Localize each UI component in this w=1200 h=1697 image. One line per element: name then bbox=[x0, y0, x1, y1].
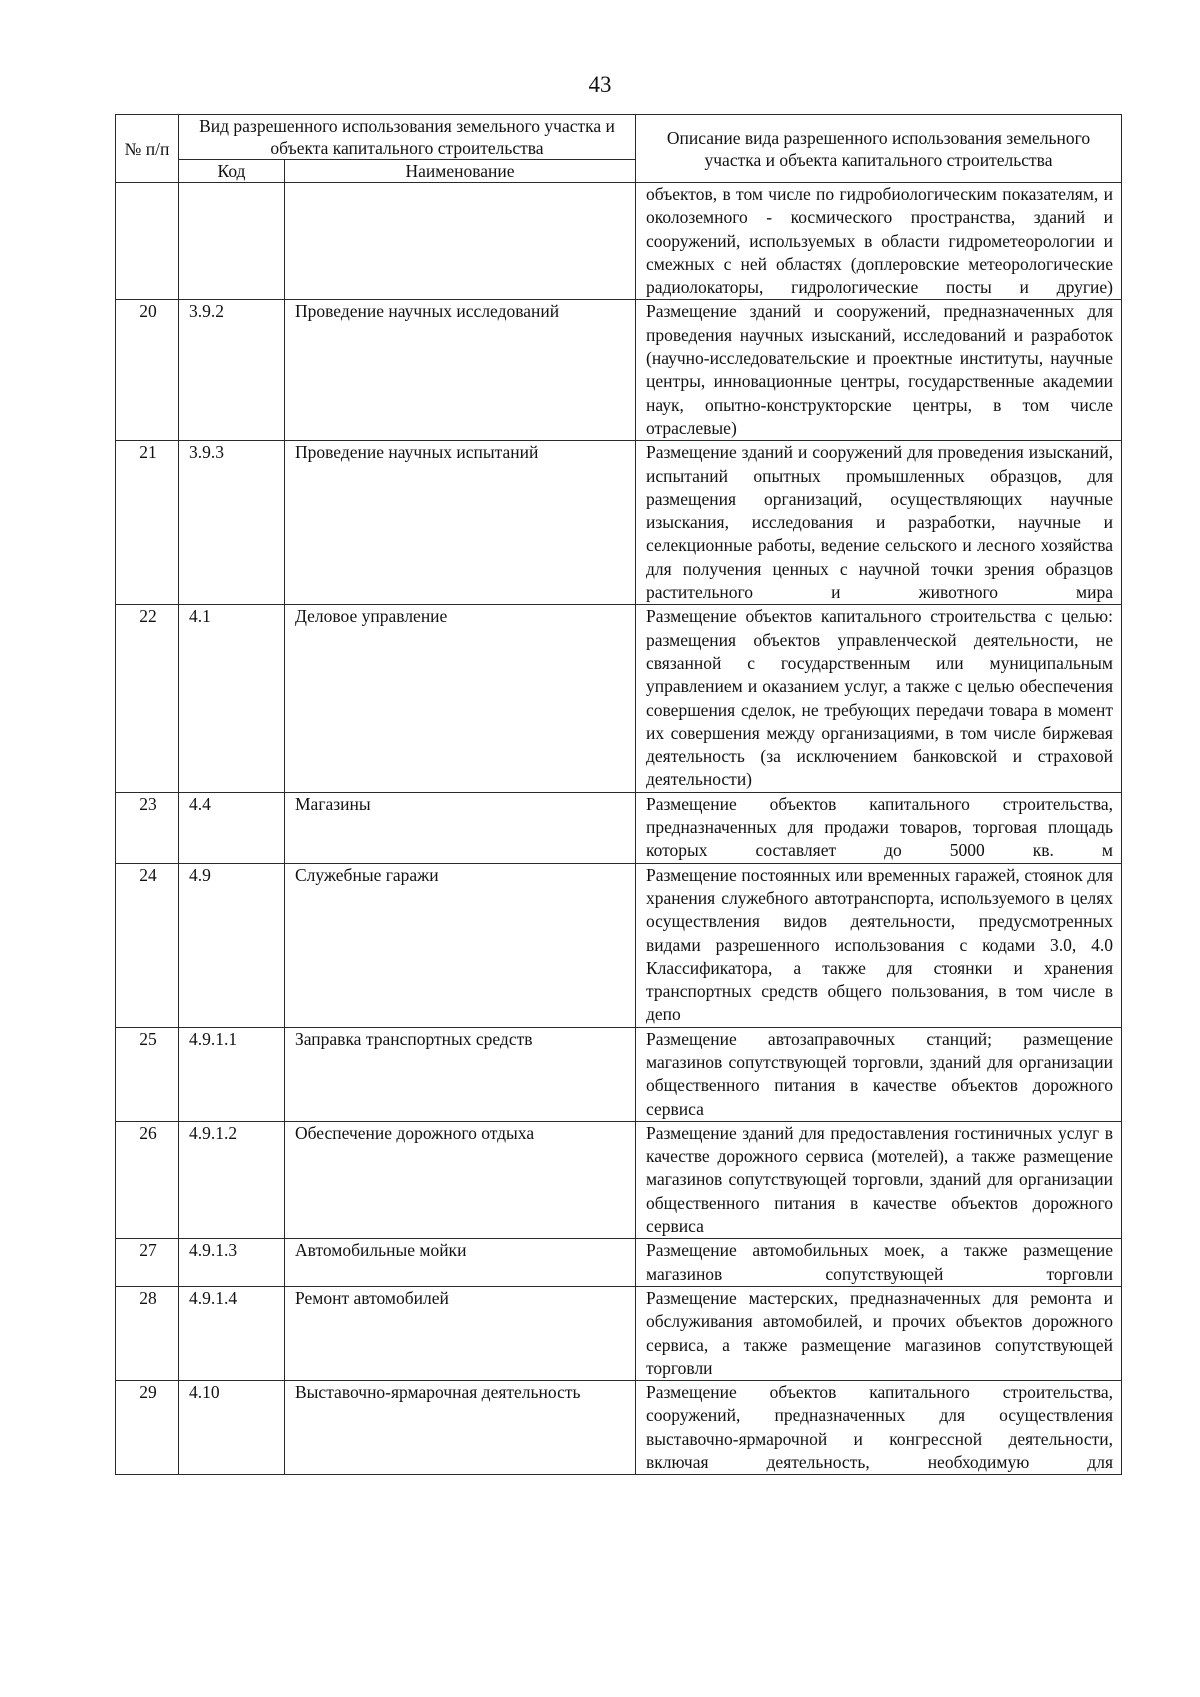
row-description: Размещение объектов капитального строительства с целью: размещения объектов управленческой деятельности, не связанной с государственным или муниципальным управлением и оказанием услуг, а также с целью обеспечения совершения сделок, не требующих передачи товара в момент их совершения между организациями, в том числе биржевая деятельность (за исключением банковской и страховой деятельности) bbox=[636, 605, 1122, 792]
header-code: Код bbox=[179, 160, 285, 183]
table-row bbox=[116, 183, 1122, 300]
row-name bbox=[285, 183, 636, 300]
row-name: Деловое управление bbox=[285, 605, 636, 792]
header-name: Наименование bbox=[285, 160, 636, 183]
row-description: Размещение автомобильных моек, а также размещение магазинов сопутствующей торговли bbox=[636, 1239, 1122, 1287]
table-header bbox=[116, 115, 1122, 183]
table-row bbox=[116, 1239, 1122, 1287]
row-name: Автомобильные мойки bbox=[285, 1239, 636, 1287]
row-name: Заправка транспортных средств bbox=[285, 1027, 636, 1121]
row-num: 20 bbox=[116, 300, 179, 441]
table-row bbox=[116, 1381, 1122, 1475]
row-name: Магазины bbox=[285, 792, 636, 863]
row-num: 24 bbox=[116, 863, 179, 1027]
header-description: Описание вида разрешенного использования земельного участка и объекта капитального строительства bbox=[636, 115, 1122, 183]
row-num: 25 bbox=[116, 1027, 179, 1121]
row-name: Обеспечение дорожного отдыха bbox=[285, 1121, 636, 1238]
header-group: Вид разрешенного использования земельного участка и объекта капитального строительства bbox=[179, 115, 636, 160]
row-description: Размещение постоянных или временных гаражей, стоянок для хранения служебного автотранспорта, используемого в целях осуществления видов деятельности, предусмотренных видами разрешенного использования с кодами 3.0, 4.0 Классификатора, а также для стоянки и хранения транспортных средств общего пользования, в том числе в депо bbox=[636, 863, 1122, 1027]
table-row bbox=[116, 1121, 1122, 1238]
row-code: 3.9.2 bbox=[179, 300, 285, 441]
row-num: 23 bbox=[116, 792, 179, 863]
table-row bbox=[116, 1286, 1122, 1380]
row-name: Проведение научных испытаний bbox=[285, 441, 636, 605]
header-num: № п/п bbox=[116, 115, 179, 183]
table-row bbox=[116, 605, 1122, 792]
row-code: 4.10 bbox=[179, 1381, 285, 1475]
row-num bbox=[116, 183, 179, 300]
row-description: объектов, в том числе по гидробиологическим показателям, и околоземного - космического пространства, зданий и сооружений, используемых в области гидрометеорологии и смежных с ней областях (доплеровские метеорологические радиолокаторы, гидрологические посты и другие) bbox=[636, 183, 1122, 300]
row-code bbox=[179, 183, 285, 300]
row-code: 4.1 bbox=[179, 605, 285, 792]
row-description: Размещение зданий для предоставления гостиничных услуг в качестве дорожного сервиса (мотелей), а также размещение магазинов сопутствующей торговли, зданий для организации общественного питания в качестве объектов дорожного сервиса bbox=[636, 1121, 1122, 1238]
table-row bbox=[116, 863, 1122, 1027]
page-number: 43 bbox=[588, 72, 612, 97]
table-row bbox=[116, 441, 1122, 605]
row-code: 4.9.1.1 bbox=[179, 1027, 285, 1121]
row-description: Размещение зданий и сооружений, предназначенных для проведения научных изысканий, исследований и разработок (научно-исследовательские и проектные институты, научные центры, инновационные центры, государственные академии наук, опытно-конструкторские центры, в том числе отраслевые) bbox=[636, 300, 1122, 441]
row-name: Проведение научных исследований bbox=[285, 300, 636, 441]
row-code: 4.9 bbox=[179, 863, 285, 1027]
row-name: Выставочно-ярмарочная деятельность bbox=[285, 1381, 636, 1475]
row-num: 28 bbox=[116, 1286, 179, 1380]
row-num: 21 bbox=[116, 441, 179, 605]
row-code: 3.9.3 bbox=[179, 441, 285, 605]
row-code: 4.9.1.2 bbox=[179, 1121, 285, 1238]
row-code: 4.9.1.4 bbox=[179, 1286, 285, 1380]
table-row bbox=[116, 300, 1122, 441]
row-num: 22 bbox=[116, 605, 179, 792]
row-description: Размещение автозаправочных станций; размещение магазинов сопутствующей торговли, зданий для организации общественного питания в качестве объектов дорожного сервиса bbox=[636, 1027, 1122, 1121]
row-num: 26 bbox=[116, 1121, 179, 1238]
land-use-table bbox=[115, 114, 1122, 1475]
row-description: Размещение зданий и сооружений для проведения изысканий, испытаний опытных промышленных образцов, для размещения организаций, осуществляющих научные изыскания, исследования и разработки, научные и селекционные работы, ведение сельского и лесного хозяйства для получения ценных с научной точки зрения образцов растительного и животного мира bbox=[636, 441, 1122, 605]
row-description: Размещение объектов капитального строительства, сооружений, предназначенных для осуществления выставочно-ярмарочной и конгрессной деятельности, включая деятельность, необходимую для bbox=[636, 1381, 1122, 1475]
table-row bbox=[116, 792, 1122, 863]
row-name: Служебные гаражи bbox=[285, 863, 636, 1027]
row-code: 4.4 bbox=[179, 792, 285, 863]
table-row bbox=[116, 1027, 1122, 1121]
row-description: Размещение объектов капитального строительства, предназначенных для продажи товаров, торговая площадь которых составляет до 5000 кв. м bbox=[636, 792, 1122, 863]
header-row-1 bbox=[116, 115, 1122, 160]
row-description: Размещение мастерских, предназначенных для ремонта и обслуживания автомобилей, и прочих объектов дорожного сервиса, а также размещение магазинов сопутствующей торговли bbox=[636, 1286, 1122, 1380]
row-code: 4.9.1.3 bbox=[179, 1239, 285, 1287]
row-name: Ремонт автомобилей bbox=[285, 1286, 636, 1380]
table-body bbox=[116, 183, 1122, 1475]
row-num: 27 bbox=[116, 1239, 179, 1287]
row-num: 29 bbox=[116, 1381, 179, 1475]
